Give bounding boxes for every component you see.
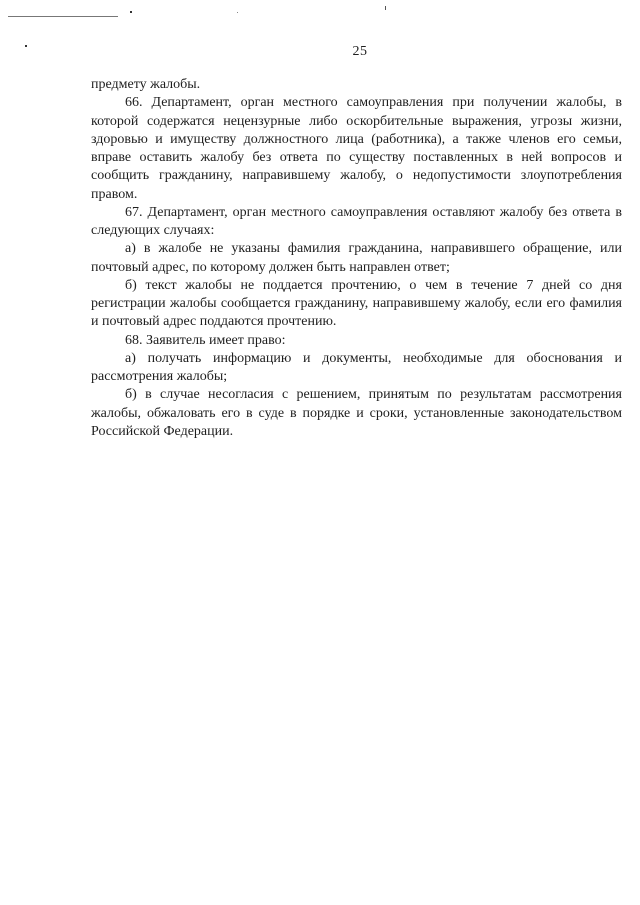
paragraph-item-67-a: а) в жалобе не указаны фамилия гражданина, направившего обращение, или почтовый адрес, по которому должен быть направлен ответ; [91,241,622,275]
scan-artifact-dot [130,11,132,13]
paragraph-item-68: 68. Заявитель имеет право: [125,332,286,348]
paragraph-item-66: 66. Департамент, орган местного самоуправления при получении жалобы, в которой содержатся нецензурные либо оскорбительные выражения, угрозы жизни, здоровью и имуществу должностного лица (работника), а также членов его семьи, вправе оставить жалобу без ответа по существу поставленных в ней вопросов и сообщить гражданину, направившему жалобу, о недопустимости злоупотребления правом. [91,95,622,202]
scan-artifact-dot [237,12,238,13]
paragraph-continuation: предмету жалобы. [91,77,201,92]
scan-artifact-mark [385,6,386,10]
page-number: 25 [352,44,368,59]
paragraph-item-67-b: б) текст жалобы не поддается прочтению, о чем в течение 7 дней со дня регистрации жалобы сообщается гражданину, направившему жалобу, если его фамилия и почтовый адрес поддаются прочтению. [91,277,622,330]
scan-artifact-line [8,16,118,17]
paragraph-item-68-b: б) в случае несогласия с решением, принятым по результатам рассмотрения жалобы, обжаловать его в суде в порядке и сроки, установленные законодательством Российской Федерации. [91,387,622,439]
document-body [91,76,622,441]
paragraph-item-67: 67. Департамент, орган местного самоуправления оставляют жалобу без ответа в следующих случаях: [91,204,622,238]
paragraph-item-68-a: а) получать информацию и документы, необходимые для обоснования и рассмотрения жалобы; [91,350,622,384]
